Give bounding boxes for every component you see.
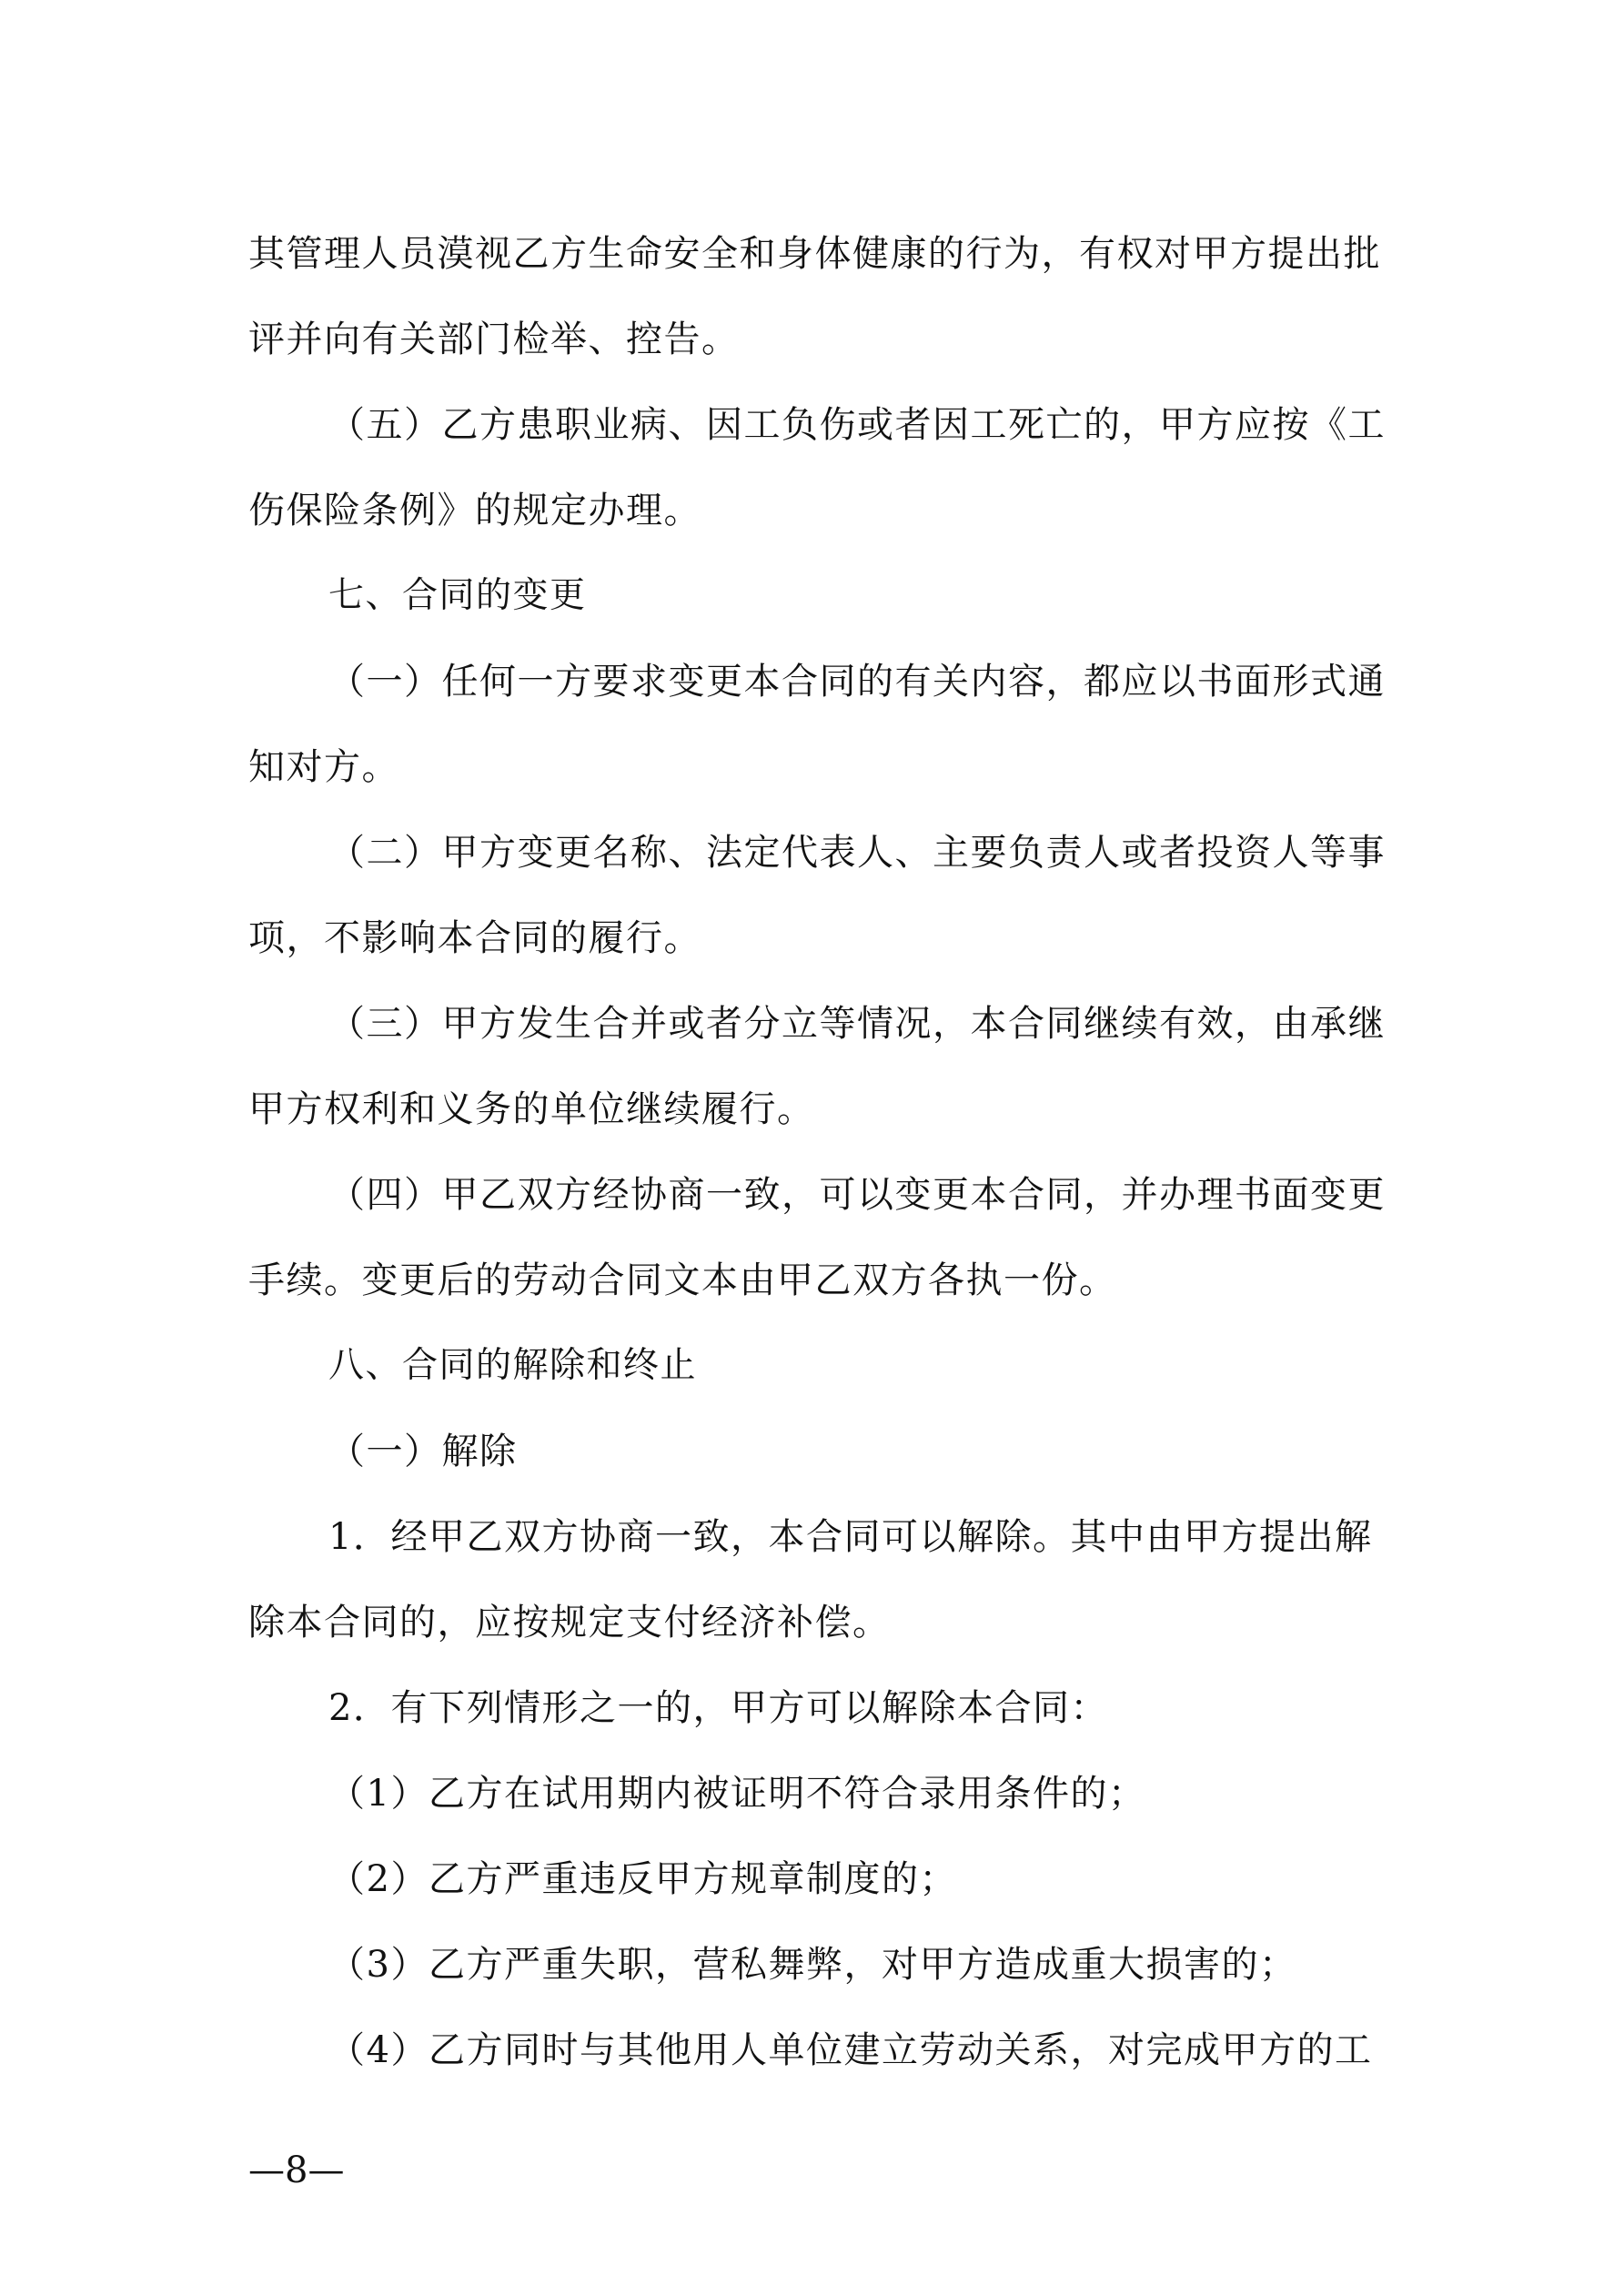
list-item: （4）乙方同时与其他用人单位建立劳动关系，对完成甲方的工 [328, 2029, 1373, 2071]
paragraph-line: 伤保险条例》的规定办理。 [248, 490, 701, 531]
paragraph-line: （四）甲乙双方经协商一致，可以变更本合同，并办理书面变更 [328, 1174, 1386, 1216]
paragraph-line: 除本合同的，应按规定支付经济补偿。 [248, 1602, 891, 1644]
subsection-heading: （一）解除 [328, 1431, 518, 1472]
paragraph-line: 2．有下列情形之一的，甲方可以解除本合同： [328, 1687, 1108, 1729]
paragraph-line: 项，不影响本合同的履行。 [248, 917, 701, 959]
paragraph-line: （二）甲方变更名称、法定代表人、主要负责人或者投资人等事 [328, 832, 1386, 874]
paragraph-line: 知对方。 [248, 746, 399, 788]
paragraph-line: 1．经甲乙双方协商一致，本合同可以解除。其中由甲方提出解 [328, 1516, 1373, 1558]
paragraph-line: 评并向有关部门检举、控告。 [248, 319, 740, 360]
list-item: （3）乙方严重失职，营私舞弊，对甲方造成重大损害的； [328, 1944, 1297, 1986]
list-item: （1）乙方在试用期内被证明不符合录用条件的； [328, 1773, 1146, 1815]
section-heading: 七、合同的变更 [328, 575, 587, 616]
paragraph-line: 手续。变更后的劳动合同文本由甲乙双方各执一份。 [248, 1259, 1117, 1301]
paragraph-line: 其管理人员漠视乙方生命安全和身体健康的行为，有权对甲方提出批 [248, 233, 1381, 275]
paragraph-line: （五）乙方患职业病、因工负伤或者因工死亡的，甲方应按《工 [328, 404, 1386, 446]
paragraph-line: 甲方权利和义务的单位继续履行。 [248, 1088, 815, 1130]
paragraph-line: （三）甲方发生合并或者分立等情况，本合同继续有效，由承继 [328, 1003, 1386, 1045]
page-number: —8— [248, 2149, 345, 2191]
contract-text [248, 211, 1395, 2093]
list-item: （2）乙方严重违反甲方规章制度的； [328, 1858, 957, 1900]
section-heading: 八、合同的解除和终止 [328, 1345, 698, 1386]
paragraph-line: （一）任何一方要求变更本合同的有关内容，都应以书面形式通 [328, 661, 1386, 703]
